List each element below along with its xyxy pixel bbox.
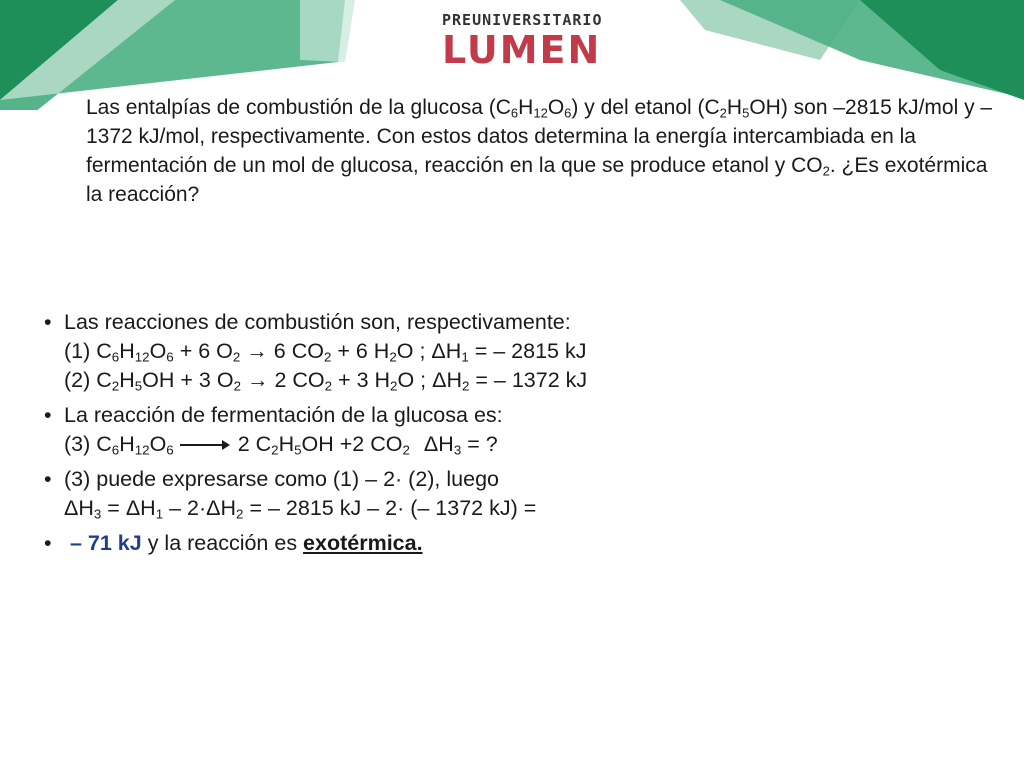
bullet-dot: • [44,310,52,334]
bullet-fermentation [44,401,984,459]
combustion-heading: Las reacciones de combustión son, respectivamente: [64,310,571,334]
logo [442,11,603,72]
fermentation-heading: La reacción de fermentación de la glucosa es: [64,403,503,427]
bullet-dot: • [44,531,52,555]
reaction-3: (3) $C_6H_{12}O_6$ 2 $C_2H_5OH +2$ $CO_2$ $\Delta H_3$ = ? [64,432,498,458]
result-value: – 71 kJ [69,531,142,555]
result-line: – 71 kJ y la reacción es exotérmica. [69,531,423,555]
bullet-dot: • [44,467,52,491]
bullet-combustion [44,308,984,395]
result-word: exotérmica. [303,531,423,555]
long-arrow-icon [180,444,228,446]
bullet-dot: • [44,403,52,427]
bullet-result [44,529,984,558]
reaction-2: (2) $C_2H_5OH + 3$ $O_2 \to 2$ $CO_2 + 3$ $H_2O$ ; $\Delta H_2$ = – 1372 kJ [64,368,588,394]
bullet-hess-law [44,465,984,523]
answer-list [44,308,984,564]
reaction-1: (1) $C_6H_{12}O_6 + 6$ $O_2 \to 6$ $CO_2 + 6$ $H_2O$ ; $\Delta H_1$ = – 2815 kJ [64,339,587,365]
question-text: Las entalpías de combustión de la glucosa $(C_6H_{12}O_6)$ y del etanol $(C_2H_5OH)$ son –2815 kJ/mol y –1372 kJ/mol, respectivamente. Con estos datos determina la energía intercambiada en la fermentación de un mol de glucosa, reacción en la que se produce etanol y $CO_2$. ¿Es exotérmica la reacción? [86,96,993,206]
logo-subtitle: PREUNIVERSITARIO [442,11,603,29]
left-pale-band [300,0,355,62]
hess-heading: (3) puede expresarse como (1) – 2· (2), luego [64,467,499,491]
hess-equation: $\Delta H_3 = \Delta H_1 - 2\cdot\Delta H_2$ = – 2815 kJ – 2· (– 1372 kJ) = [64,496,537,522]
logo-title: LUMEN [442,28,602,72]
